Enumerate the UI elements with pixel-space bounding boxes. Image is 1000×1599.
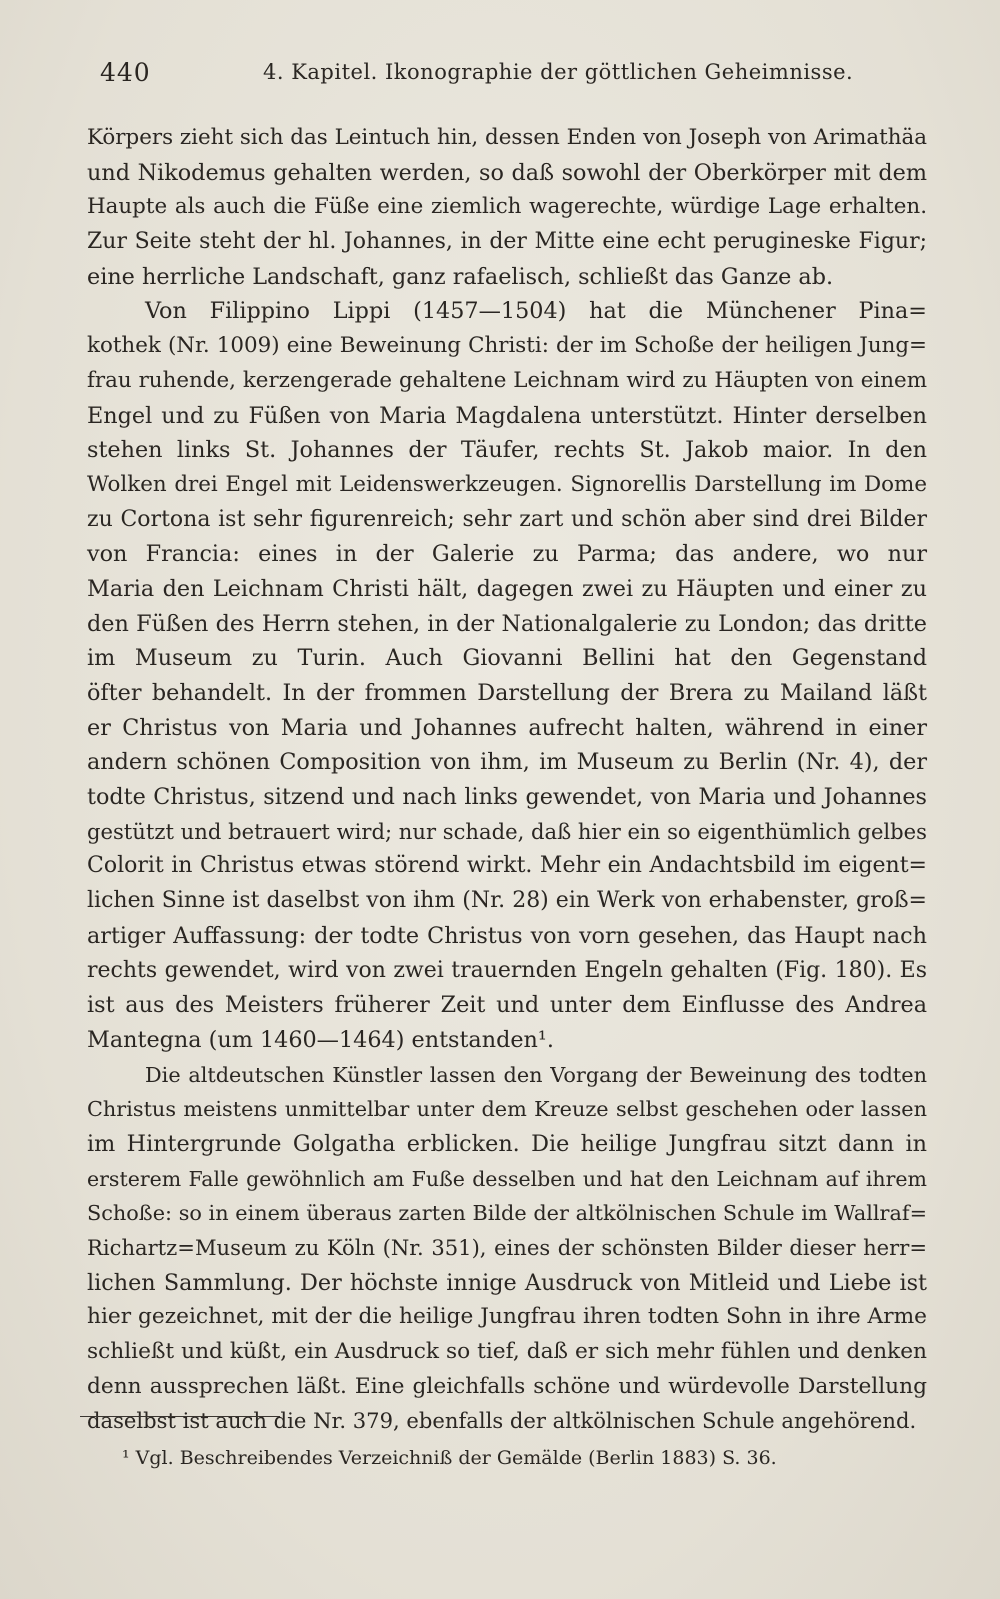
text-line: den Füßen des Herrn stehen, in der Nationalgalerie zu London; das dritte — [87, 610, 927, 637]
text-line: eine herrliche Landschaft, ganz rafaelisch, schließt das Ganze ab. — [87, 263, 834, 290]
text-line: im Hintergrunde Golgatha erblicken. Die heilige Jungfrau sitzt dann in — [87, 1130, 927, 1157]
text-line: Colorit in Christus etwas störend wirkt. Mehr ein Andachtsbild im eigent= — [87, 853, 927, 879]
text-line: daselbst ist auch die Nr. 379, ebenfalls der altkölnischen Schule angehörend. — [87, 1408, 917, 1434]
page-number: 440 — [100, 58, 151, 87]
body-text — [87, 121, 927, 1439]
running-title: 4. Kapitel. Ikonographie der göttlichen Geheimnisse. — [263, 60, 854, 84]
text-line: Mantegna (um 1460—1464) entstanden¹. — [87, 1026, 554, 1053]
text-line: zu Cortona ist sehr figurenreich; sehr zart und schön aber sind drei Bilder — [87, 506, 927, 532]
text-line: frau ruhende, kerzengerade gehaltene Leichnam wird zu Häupten von einem — [87, 367, 927, 393]
text-line: Engel und zu Füßen von Maria Magdalena unterstützt. Hinter derselben — [87, 402, 927, 429]
text-line: todte Christus, sitzend und nach links gewendet, von Maria und Johannes — [87, 784, 927, 811]
text-line: Wolken drei Engel mit Leidenswerkzeugen. Signorellis Darstellung im Dome — [87, 471, 927, 497]
text-line: lichen Sinne ist daselbst von ihm (Nr. 28) ein Werk von erhabenster, groß= — [87, 888, 927, 914]
text-line: denn aussprechen läßt. Eine gleichfalls schöne und würdevolle Darstellung — [87, 1373, 927, 1399]
text-line: Haupte als auch die Füße eine ziemlich wagerechte, würdige Lage erhalten. — [87, 194, 927, 220]
text-line: und Nikodemus gehalten werden, so daß sowohl der Oberkörper mit dem — [87, 159, 927, 186]
text-line: Zur Seite steht der hl. Johannes, in der Mitte eine echt peruginеske Figur; — [87, 229, 927, 255]
text-line: Schoße: so in einem überaus zarten Bilde der altkölnischen Schule im Wallraf= — [87, 1201, 927, 1226]
text-line: im Museum zu Turin. Auch Giovanni Bellini hat den Gegenstand — [87, 645, 927, 672]
footnote-divider — [80, 1416, 280, 1417]
footnote: ¹ Vgl. Beschreibendes Verzeichniß der Gemälde (Berlin 1883) S. 36. — [122, 1447, 777, 1469]
running-head — [100, 58, 900, 98]
text-line: rechts gewendet, wird von zwei trauernden Engeln gehalten (Fig. 180). Es — [87, 957, 927, 983]
text-line: Richartz=Museum zu Köln (Nr. 351), eines der schönsten Bilder dieser herr= — [87, 1235, 927, 1260]
text-line: hier gezeichnet, mit der die heilige Jungfrau ihren todten Sohn in ihre Arme — [87, 1304, 927, 1330]
text-line: Körpers zieht sich das Leintuch hin, dessen Enden von Joseph von Arimathäa — [87, 125, 927, 150]
text-line: schließt und küßt, ein Ausdruck so tief, daß er sich mehr fühlen und denken — [87, 1339, 927, 1365]
text-line: von Francia: eines in der Galerie zu Parma; das andere, wo nur — [87, 541, 927, 568]
text-line: ist aus des Meisters früherer Zeit und unter dem Einflusse des Andrea — [87, 992, 927, 1019]
text-line: andern schönen Composition von ihm, im Museum zu Berlin (Nr. 4), der — [87, 749, 927, 776]
text-line: öfter behandelt. In der frommen Darstellung der Brera zu Mailand läßt — [87, 680, 927, 706]
text-line: ersterem Falle gewöhnlich am Fuße desselben und hat den Leichnam auf ihrem — [87, 1166, 927, 1191]
text-line: Maria den Leichnam Christi hält, dagegen zwei zu Häupten und einer zu — [87, 575, 927, 602]
text-line: artiger Auffassung: der todte Christus von vorn gesehen, das Haupt nach — [87, 922, 927, 949]
text-line: er Christus von Maria und Johannes aufrecht halten, während in einer — [87, 714, 927, 741]
text-line: lichen Sammlung. Der höchste innige Ausdruck von Mitleid und Liebe ist — [87, 1269, 927, 1296]
text-line: kothek (Nr. 1009) eine Beweinung Christi: der im Schoße der heiligen Jung= — [87, 333, 927, 359]
text-line: gestützt und betrauert wird; nur schade, daß hier ein so eigenthümlich gelbes — [87, 818, 927, 844]
text-line: Von Filippino Lippi (1457—1504) hat die Münchener Pina= — [145, 298, 927, 325]
text-line: Die altdeutschen Künstler lassen den Vorgang der Beweinung des todten — [145, 1062, 927, 1087]
text-line: Christus meistens unmittelbar unter dem Kreuze selbst geschehen oder lassen — [87, 1097, 927, 1122]
text-line: stehen links St. Johannes der Täufer, rechts St. Jakob maior. In den — [87, 437, 927, 464]
